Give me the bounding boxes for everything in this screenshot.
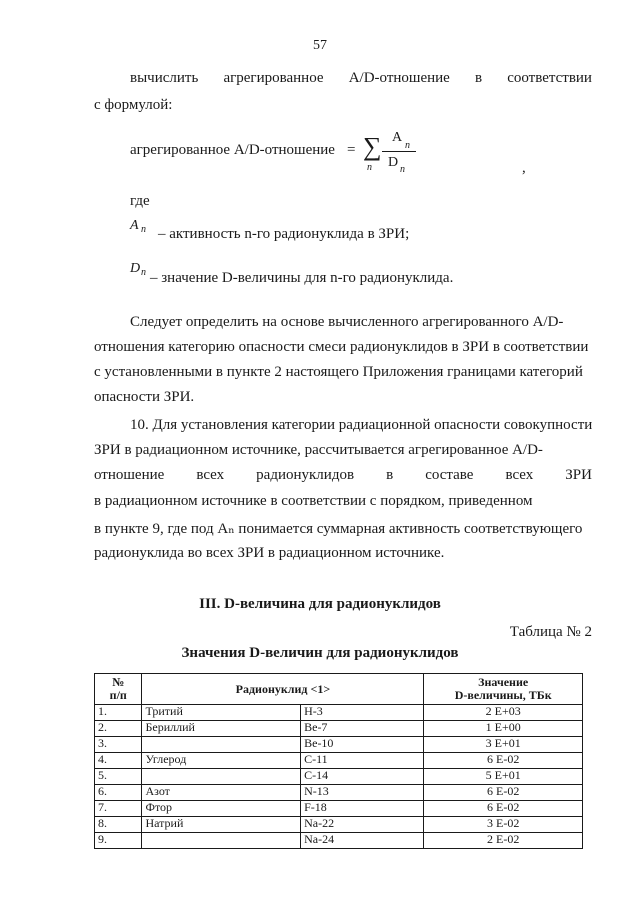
para3-line6: радионуклида во всех ЗРИ в радиационном источнике. [94,545,445,561]
def-d-subscript: n [141,267,146,278]
para3-line3 [94,467,592,484]
para3-line5: в пункте 9, где под Aₙ понимается суммарная активность соответствующего [94,521,583,537]
def-a-subscript: n [141,224,146,235]
word: радионуклидов [256,467,355,483]
d-value: 1 E+00 [424,721,583,737]
table-row [95,817,583,833]
table-header-row [95,674,583,705]
element-name: Натрий [142,817,301,833]
header-number-line2: п/п [109,688,127,702]
d-value: 5 E+01 [424,769,583,785]
row-number: 6. [95,785,142,801]
element-name: Азот [142,785,301,801]
header-number-line1: № [112,675,125,689]
nuclide-symbol: C-11 [301,753,424,769]
element-name: Углерод [142,753,301,769]
row-number: 1. [95,705,142,721]
formula-equals: = [347,142,356,158]
nuclide-symbol: C-14 [301,769,424,785]
definition-d [130,261,550,287]
table-row [95,801,583,817]
table-row [95,737,583,753]
where-label: где [130,193,150,209]
para1-line1 [130,70,592,87]
table-title: Значения D-величин для радионуклидов [181,645,459,661]
word: всех [196,467,225,483]
para2-line1: Следует определить на основе вычисленного агрегированного A/D- [130,314,564,330]
header-nuclide: Радионуклид <1> [142,674,424,705]
formula-trailing-comma: , [522,160,526,176]
nuclide-symbol: Be-7 [301,721,424,737]
row-number: 7. [95,801,142,817]
para2-line3: с установленными в пункте 2 настоящего Приложения границами категорий [94,364,583,380]
nuclide-symbol: F-18 [301,801,424,817]
denominator: D [388,155,399,170]
formula-lhs: агрегированное A/D-отношение [130,142,335,158]
d-value: 3 E-02 [424,817,583,833]
definition-a [130,218,550,246]
def-d-symbol: D [130,261,141,276]
row-number: 2. [95,721,142,737]
numerator: A [392,130,403,145]
table-row [95,705,583,721]
element-name [142,833,301,849]
para3-line4: в радиационном источнике в соответствии с порядком, приведенном [94,493,533,509]
d-value: 3 E+01 [424,737,583,753]
sigma-symbol: ∑ [363,132,382,161]
row-number: 8. [95,817,142,833]
element-name [142,769,301,785]
page-number: 57 [313,38,327,53]
def-a-text: – активность n-го радионуклида в ЗРИ; [158,226,410,242]
sigma-subscript: n [367,162,372,173]
word: вычислить [130,70,199,86]
d-value: 6 E-02 [424,753,583,769]
numerator-subscript: n [405,140,410,151]
formula [130,120,450,180]
row-number: 9. [95,833,142,849]
d-value: 6 E-02 [424,785,583,801]
header-value-line1: Значение [478,675,529,689]
row-number: 3. [95,737,142,753]
row-number: 5. [95,769,142,785]
table-row [95,753,583,769]
word: составе [425,467,474,483]
table-label: Таблица № 2 [509,624,592,640]
para3-line2: ЗРИ в радиационном источнике, рассчитывается агрегированное A/D- [94,442,543,458]
d-value: 2 E-02 [424,833,583,849]
nuclide-symbol: Be-10 [301,737,424,753]
word: в [386,467,394,483]
para1-line2: с формулой: [94,97,173,113]
row-number: 4. [95,753,142,769]
element-name: Фтор [142,801,301,817]
d-value: 6 E-02 [424,801,583,817]
d-values-table [94,673,583,849]
nuclide-symbol: Na-22 [301,817,424,833]
word: ЗРИ [565,467,592,483]
header-number [95,674,142,705]
nuclide-symbol: N-13 [301,785,424,801]
table-row [95,769,583,785]
word: соответствии [507,70,592,86]
para2-line4: опасности ЗРИ. [94,389,195,405]
header-value-line2: D-величины, ТБк [454,688,552,702]
header-value [424,674,583,705]
word: агрегированное [223,70,324,86]
word: A/D-отношение [348,70,450,86]
section-title: III. D-величина для радионуклидов [199,596,441,612]
table-row [95,833,583,849]
word: в [474,70,483,86]
element-name [142,737,301,753]
para3-line1: 10. Для установления категории радиационной опасности совокупности [130,417,593,433]
word: отношение [94,467,165,483]
def-a-symbol: A [130,218,139,233]
def-d-text: – значение D-величины для n-го радионуклида. [150,270,454,286]
d-value: 2 E+03 [424,705,583,721]
word: всех [505,467,534,483]
para2-line2: отношения категорию опасности смеси радионуклидов в ЗРИ в соответствии [94,339,589,355]
element-name: Бериллий [142,721,301,737]
nuclide-symbol: H-3 [301,705,424,721]
table-row [95,721,583,737]
nuclide-symbol: Na-24 [301,833,424,849]
table-row [95,785,583,801]
denominator-subscript: n [400,164,405,175]
fraction-bar [382,151,416,152]
element-name: Тритий [142,705,301,721]
